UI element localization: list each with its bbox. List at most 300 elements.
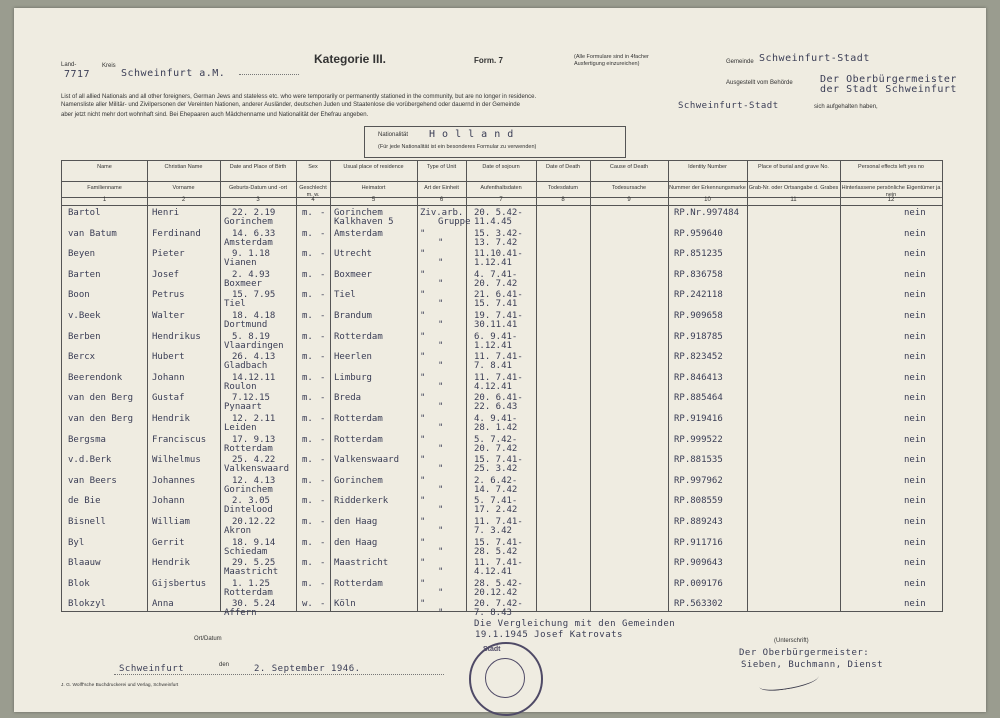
- cell-home-town: Tiel: [334, 290, 356, 301]
- mayor-line-1: Der Oberbürgermeister:: [739, 648, 870, 658]
- cell-sojourn-start: 6. 9.41-: [474, 331, 518, 342]
- cell-unit-type-2: ": [438, 608, 444, 619]
- cell-sojourn-start: 19. 7.41-: [474, 311, 523, 321]
- cell-unit-type: ": [420, 455, 426, 466]
- column-header-de: Vorname: [172, 185, 195, 191]
- cell-identity-number: RP.851235: [674, 249, 723, 260]
- cell-home-town: Utrecht: [334, 249, 372, 260]
- cell-sex-dash: -: [320, 599, 326, 610]
- cell-sojourn-end: 28. 5.42: [474, 546, 518, 557]
- cell-sex-dash: -: [320, 578, 326, 589]
- cell-unit-type-2: Gruppe: [438, 217, 471, 227]
- cell-effects-left: nein: [904, 599, 926, 610]
- cell-home-town: Rotterdam: [334, 414, 383, 424]
- cell-sex: m.: [302, 372, 313, 383]
- cell-sex: m.: [302, 414, 313, 424]
- cell-unit-type: ": [420, 352, 426, 363]
- cell-sex-dash: -: [320, 558, 326, 569]
- cell-family-name: van den Berg: [68, 393, 134, 404]
- cell-family-name: Blokzyl: [68, 599, 106, 610]
- cell-given-name: Wilhelmus: [152, 455, 201, 466]
- cell-effects-left: nein: [904, 537, 926, 548]
- cell-given-name: Gustaf: [152, 393, 185, 404]
- cell-sex: m.: [302, 331, 313, 342]
- cell-birth-date: 5. 8.19: [232, 331, 270, 342]
- cell-family-name: van den Berg: [68, 414, 134, 424]
- column-header-de: Geburts-Datum und -ort: [228, 185, 288, 191]
- cell-sojourn-start: 11. 7.41-: [474, 372, 523, 383]
- cell-unit-type-2: ": [438, 567, 444, 578]
- cell-sex-dash: -: [320, 311, 326, 321]
- cell-given-name: Henri: [152, 208, 180, 218]
- cell-sex-dash: -: [320, 208, 326, 218]
- cell-sojourn-start: 4. 7.41-: [474, 269, 518, 280]
- cell-sex-dash: -: [320, 455, 326, 466]
- column-number: 9: [627, 197, 631, 203]
- cell-unit-type: ": [420, 434, 426, 445]
- cell-unit-type-2: ": [438, 526, 444, 536]
- cell-identity-number: RP.Nr.997484: [674, 208, 740, 218]
- cell-sojourn-end: 22. 6.43: [474, 402, 518, 413]
- cell-birth-place: Rotterdam: [224, 587, 273, 598]
- cell-home-town: Valkenswaard: [334, 455, 400, 466]
- cell-sojourn-end: 20. 7.42: [474, 443, 518, 454]
- cell-sex: m.: [302, 311, 313, 321]
- cell-family-name: Berben: [68, 331, 101, 342]
- cell-sojourn-end: 4.12.41: [474, 567, 512, 578]
- cell-effects-left: nein: [904, 496, 926, 507]
- official-seal: [469, 642, 543, 716]
- cell-home-town: Rotterdam: [334, 578, 383, 589]
- column-header-en: Christian Name: [164, 164, 203, 170]
- cell-given-name: William: [152, 517, 190, 527]
- cell-effects-left: nein: [904, 578, 926, 589]
- cell-sojourn-end: 7. 8.41: [474, 361, 512, 372]
- table-row: [62, 537, 942, 558]
- cell-sex: m.: [302, 496, 313, 507]
- intro-german-end: sich aufgehalten haben,: [814, 104, 878, 110]
- column-header-en: Date of sojourn: [482, 164, 520, 170]
- cell-identity-number: RP.909658: [674, 311, 723, 321]
- cell-birth-date: 12. 2.11: [232, 414, 276, 424]
- cell-home-town: Heerlen: [334, 352, 372, 363]
- cell-family-name: Beyen: [68, 249, 96, 260]
- document-sheet: [14, 8, 986, 712]
- cell-unit-type: ": [420, 414, 426, 424]
- cell-sex: m.: [302, 517, 313, 527]
- cell-unit-type-2: ": [438, 505, 444, 516]
- column-header-en: Usual place of residence: [343, 164, 404, 170]
- cell-effects-left: nein: [904, 228, 926, 239]
- cell-sex: m.: [302, 558, 313, 569]
- cell-home-town: Amsterdam: [334, 228, 383, 239]
- cell-sojourn-start: 5. 7.42-: [474, 434, 518, 445]
- cell-identity-number: RP.846413: [674, 372, 723, 383]
- cell-birth-date: 2. 3.05: [232, 496, 270, 507]
- cell-sex: m.: [302, 228, 313, 239]
- cell-given-name: Petrus: [152, 290, 185, 301]
- seal-inner-ring: [485, 658, 525, 698]
- cell-identity-number: RP.999522: [674, 434, 723, 445]
- table-row: [62, 289, 942, 310]
- kreis-value: Schweinfurt a.M.: [121, 68, 226, 79]
- cell-given-name: Ferdinand: [152, 228, 201, 239]
- column-number: 8: [561, 197, 565, 203]
- table-row: [62, 598, 942, 619]
- cell-sex: m.: [302, 455, 313, 466]
- cell-given-name: Gijsbertus: [152, 578, 207, 589]
- cell-birth-place: Leiden: [224, 423, 257, 433]
- cell-sex-dash: -: [320, 475, 326, 486]
- cell-given-name: Johannes: [152, 475, 196, 486]
- cell-family-name: van Beers: [68, 475, 117, 486]
- intro-german: Namensliste aller Militär- und Zivilpersonen der Vereinten Nationen, anderer Ausländer, deutschen Juden und Staatenlose die vorübergehend oder dauernd in der Gemeinde: [61, 102, 520, 108]
- cell-birth-date: 20.12.22: [232, 517, 276, 527]
- cell-sojourn-end: 20.12.42: [474, 587, 518, 598]
- cell-birth-place: Rotterdam: [224, 443, 273, 454]
- cell-sex-dash: -: [320, 228, 326, 239]
- cell-effects-left: nein: [904, 393, 926, 404]
- cell-unit-type-2: ": [438, 237, 444, 248]
- cell-birth-date: 15. 7.95: [232, 290, 276, 301]
- cell-sex-dash: -: [320, 496, 326, 507]
- cell-birth-place: Amsterdam: [224, 237, 273, 248]
- cell-sojourn-start: 11.10.41-: [474, 249, 523, 260]
- cell-unit-type-2: ": [438, 278, 444, 289]
- table-row: [62, 454, 942, 475]
- cell-effects-left: nein: [904, 290, 926, 301]
- cell-sojourn-start: 11. 7.41-: [474, 558, 523, 569]
- column-number: 6: [439, 197, 444, 203]
- cell-sojourn-end: 1.12.41: [474, 258, 512, 269]
- cell-unit-type-2: ": [438, 423, 444, 433]
- cell-unit-type: ": [420, 331, 426, 342]
- cell-unit-type-2: ": [438, 381, 444, 392]
- cell-family-name: Boon: [68, 290, 90, 301]
- cell-birth-date: 30. 5.24: [232, 599, 276, 610]
- column-number: 5: [371, 197, 376, 203]
- mayor-line-2: Sieben, Buchmann, Dienst: [741, 660, 884, 670]
- cell-family-name: Blaauw: [68, 558, 101, 569]
- cell-unit-type: ": [420, 372, 426, 383]
- cell-effects-left: nein: [904, 269, 926, 280]
- cell-birth-date: 9. 1.18: [232, 249, 270, 260]
- column-header-de: Todesdatum: [548, 185, 578, 191]
- cell-sojourn-start: 4. 9.41-: [474, 414, 518, 424]
- intro-community-value: Schweinfurt-Stadt: [678, 101, 779, 111]
- cell-home-town: Breda: [334, 393, 362, 404]
- cell-unit-type: ": [420, 393, 426, 404]
- cell-birth-date: 26. 4.13: [232, 352, 276, 363]
- cell-birth-date: 12. 4.13: [232, 475, 276, 486]
- cell-effects-left: nein: [904, 352, 926, 363]
- cell-sex: m.: [302, 434, 313, 445]
- cell-sojourn-end: 17. 2.42: [474, 505, 518, 516]
- cell-effects-left: nein: [904, 372, 926, 383]
- cell-home-town-extra: Kalkhaven 5: [334, 217, 394, 227]
- cell-sojourn-end: 4.12.41: [474, 381, 512, 392]
- column-number: 11: [790, 197, 797, 203]
- table-row: [62, 495, 942, 516]
- cell-sojourn-start: 5. 7.41-: [474, 496, 518, 507]
- column-header-de: Aufenthaltsdaten: [480, 185, 522, 191]
- cell-sojourn-end: 25. 3.42: [474, 464, 518, 475]
- cell-birth-date: 18. 9.14: [232, 537, 276, 548]
- cell-sex: m.: [302, 208, 313, 218]
- copies-note: (Alle Formulare sind in 4facher Ausfertigung einzureichen): [574, 54, 649, 67]
- cell-identity-number: RP.881535: [674, 455, 723, 466]
- cell-birth-place: Affern: [224, 608, 257, 619]
- cell-family-name: Bercx: [68, 352, 96, 363]
- cell-given-name: Pieter: [152, 249, 185, 260]
- cell-sojourn-end: 7. 3.42: [474, 526, 512, 536]
- cell-sex: m.: [302, 475, 313, 486]
- cell-sojourn-start: 20. 6.41-: [474, 393, 523, 404]
- cell-identity-number: RP.242118: [674, 290, 723, 301]
- cell-sex-dash: -: [320, 434, 326, 445]
- cell-sojourn-start: 20. 5.42-: [474, 208, 523, 218]
- header-divider: [62, 181, 942, 182]
- column-header-en: Place of burial and grave No.: [758, 164, 829, 170]
- cell-sojourn-end: 1.12.41: [474, 340, 512, 351]
- table-row: [62, 269, 942, 290]
- cell-identity-number: RP.911716: [674, 537, 723, 548]
- cell-identity-number: RP.563302: [674, 599, 723, 610]
- cell-unit-type: ": [420, 558, 426, 569]
- cell-sojourn-start: 15. 3.42-: [474, 228, 523, 239]
- cell-sojourn-start: 28. 5.42-: [474, 578, 523, 589]
- cell-home-town: Rotterdam: [334, 331, 383, 342]
- cell-sojourn-end: 14. 7.42: [474, 484, 518, 495]
- intro-german-2: aber jetzt nicht mehr dort wohnhaft sind. Bei Ehepaaren auch Mädchenname und Nationalität der Ehefrau angeben.: [61, 112, 369, 118]
- signature-label: (Unterschrift): [774, 638, 809, 644]
- cell-identity-number: RP.885464: [674, 393, 723, 404]
- column-header-de: Familienname: [87, 185, 122, 191]
- cell-home-town: Gorinchem: [334, 208, 383, 218]
- cell-sojourn-start: 11. 7.41-: [474, 352, 523, 363]
- cell-birth-date: 1. 1.25: [232, 578, 270, 589]
- cell-sex: m.: [302, 352, 313, 363]
- cell-identity-number: RP.997962: [674, 475, 723, 486]
- comparison-note-2: 19.1.1945 Josef Katrovats: [475, 630, 623, 640]
- cell-effects-left: nein: [904, 414, 926, 424]
- cell-birth-place: Gorinchem: [224, 217, 273, 227]
- cell-sojourn-end: 11.4.45: [474, 217, 512, 227]
- category-title: Kategorie III.: [314, 52, 387, 66]
- cell-identity-number: RP.009176: [674, 578, 723, 589]
- cell-unit-type-2: ": [438, 299, 444, 310]
- gemeinde-value: Schweinfurt-Stadt: [759, 53, 870, 64]
- cell-identity-number: RP.823452: [674, 352, 723, 363]
- column-number: 2: [181, 197, 186, 203]
- table-row: [62, 413, 942, 434]
- cell-family-name: Barten: [68, 269, 101, 280]
- cell-home-town: Köln: [334, 599, 356, 610]
- cell-sojourn-end: 15. 7.41: [474, 299, 518, 310]
- cell-given-name: Hendrikus: [152, 331, 201, 342]
- cell-sex: m.: [302, 578, 313, 589]
- cell-sex: m.: [302, 269, 313, 280]
- cell-effects-left: nein: [904, 208, 926, 218]
- cell-unit-type-2: ": [438, 546, 444, 557]
- cell-birth-place: Vianen: [224, 258, 257, 269]
- table-row: [62, 310, 942, 331]
- cell-sex: m.: [302, 393, 313, 404]
- column-header-de: Hinterlassene persönliche Eigentümer ja nein: [841, 185, 941, 198]
- cell-given-name: Anna: [152, 599, 174, 610]
- cell-sojourn-start: 20. 7.42-: [474, 599, 523, 610]
- cell-given-name: Hendrik: [152, 414, 190, 424]
- cell-identity-number: RP.889243: [674, 517, 723, 527]
- column-header-en: Cause of Death: [609, 164, 649, 170]
- cell-birth-place: Gladbach: [224, 361, 268, 372]
- cell-family-name: v.Beek: [68, 311, 101, 321]
- cell-family-name: Bartol: [68, 208, 101, 218]
- cell-sex-dash: -: [320, 269, 326, 280]
- table-row: [62, 331, 942, 352]
- cell-unit-type: ": [420, 290, 426, 301]
- column-number: 3: [256, 197, 260, 203]
- cell-birth-place: Dintelood: [224, 505, 273, 516]
- column-number: 4: [311, 197, 315, 203]
- column-header-en: Date of Death: [546, 164, 580, 170]
- header-divider: [62, 205, 942, 206]
- cell-home-town: Gorinchem: [334, 475, 383, 486]
- cell-sex-dash: -: [320, 517, 326, 527]
- table-row: [62, 248, 942, 269]
- cell-home-town: den Haag: [334, 517, 378, 527]
- cell-unit-type: ": [420, 311, 426, 321]
- cell-unit-type-2: ": [438, 258, 444, 269]
- cell-unit-type: ": [420, 537, 426, 548]
- cell-unit-type: Ziv.arb.: [420, 208, 464, 218]
- issuer-line-1: Der Oberbürgermeister: [820, 74, 957, 85]
- handwritten-signature: [758, 670, 820, 693]
- cell-given-name: Gerrit: [152, 537, 185, 548]
- den-label: den: [219, 662, 230, 668]
- cell-effects-left: nein: [904, 331, 926, 342]
- nationality-label: Nationalität: [378, 132, 409, 138]
- table-row: [62, 578, 942, 599]
- cell-birth-place: Schiedam: [224, 546, 268, 557]
- column-header-en: Date and Place of Birth: [229, 164, 287, 170]
- cell-home-town: Boxmeer: [334, 269, 372, 280]
- comparison-note-1: Die Vergleichung mit den Gemeinden: [474, 619, 676, 629]
- column-header-de: Grab-Nr. oder Ortsangabe d. Grabes: [748, 185, 839, 191]
- cell-unit-type-2: ": [438, 484, 444, 495]
- cell-unit-type: ": [420, 578, 426, 589]
- issuer-label: Ausgestellt vom Behörde: [726, 80, 793, 86]
- kreis-underline: [239, 74, 299, 75]
- cell-unit-type: ": [420, 228, 426, 239]
- cell-family-name: v.d.Berk: [68, 455, 112, 466]
- place-value: Schweinfurt: [119, 664, 185, 674]
- cell-birth-place: Maastricht: [224, 567, 279, 578]
- column-header-en: Personal effects left yes no: [858, 164, 924, 170]
- cell-given-name: Franciscus: [152, 434, 207, 445]
- column-number: 1: [102, 197, 107, 203]
- cell-sex-dash: -: [320, 537, 326, 548]
- table-row: [62, 475, 942, 496]
- cell-given-name: Johann: [152, 372, 185, 383]
- cell-birth-place: Pynaart: [224, 402, 262, 413]
- cell-family-name: Bisnell: [68, 517, 106, 527]
- column-header-en: Name: [97, 164, 112, 170]
- cell-sojourn-start: 2. 6.42-: [474, 475, 518, 486]
- cell-unit-type-2: ": [438, 464, 444, 475]
- cell-identity-number: RP.909643: [674, 558, 723, 569]
- cell-family-name: de Bie: [68, 496, 101, 507]
- cell-birth-date: 14. 6.33: [232, 228, 276, 239]
- cell-unit-type-2: ": [438, 402, 444, 413]
- cell-birth-place: Boxmeer: [224, 278, 262, 289]
- cell-given-name: Walter: [152, 311, 185, 321]
- cell-sex: w.: [302, 599, 313, 610]
- cell-unit-type: ": [420, 517, 426, 527]
- cell-effects-left: nein: [904, 434, 926, 445]
- cell-birth-place: Gorinchem: [224, 484, 273, 495]
- date-value: 2. September 1946.: [254, 664, 361, 674]
- cell-unit-type: ": [420, 599, 426, 610]
- column-number: 10: [704, 197, 711, 203]
- cell-effects-left: nein: [904, 517, 926, 527]
- cell-birth-place: Akron: [224, 526, 252, 536]
- cell-home-town: Maastricht: [334, 558, 389, 569]
- cell-unit-type-2: ": [438, 443, 444, 454]
- column-header-en: Type of Unit: [426, 164, 457, 170]
- table-row: [62, 434, 942, 455]
- issuer-line-2: der Stadt Schweinfurt: [820, 84, 957, 95]
- date-underline: [114, 674, 444, 675]
- seal-text: Stadt: [483, 646, 501, 653]
- gemeinde-label: Gemeinde: [726, 59, 754, 65]
- cell-unit-type-2: ": [438, 340, 444, 351]
- cell-unit-type-2: ": [438, 361, 444, 372]
- cell-family-name: Beerendonk: [68, 372, 123, 383]
- column-number: 12: [887, 197, 895, 203]
- column-header-en: Sex: [308, 164, 318, 170]
- nationality-note: (Für jede Nationalität ist ein besonderes Formular zu verwenden): [378, 144, 537, 150]
- cell-unit-type: ": [420, 269, 426, 280]
- table-row: [62, 228, 942, 249]
- cell-birth-place: Roulon: [224, 381, 257, 392]
- cell-given-name: Johann: [152, 496, 185, 507]
- cell-birth-date: 22. 2.19: [232, 208, 276, 218]
- cell-birth-date: 29. 5.25: [232, 558, 276, 569]
- cell-birth-date: 7.12.15: [232, 393, 270, 404]
- table-row: [62, 372, 942, 393]
- cell-effects-left: nein: [904, 311, 926, 321]
- cell-effects-left: nein: [904, 475, 926, 486]
- cell-identity-number: RP.919416: [674, 414, 723, 424]
- cell-sex-dash: -: [320, 249, 326, 260]
- cell-sojourn-end: 7. 8.43: [474, 608, 512, 619]
- column-number: 7: [499, 197, 503, 203]
- cell-sex-dash: -: [320, 331, 326, 342]
- cell-sojourn-start: 15. 7.41-: [474, 537, 523, 548]
- cell-given-name: Josef: [152, 269, 180, 280]
- cell-birth-date: 14.12.11: [232, 372, 276, 383]
- cell-sojourn-start: 15. 7.41-: [474, 455, 523, 466]
- column-header-de: Todesursache: [611, 185, 647, 191]
- cell-unit-type-2: ": [438, 320, 444, 330]
- kreis-label: Kreis: [102, 63, 116, 69]
- cell-family-name: Bergsma: [68, 434, 106, 445]
- cell-home-town: Ridderkerk: [334, 496, 389, 507]
- cell-unit-type: ": [420, 249, 426, 260]
- cell-given-name: Hubert: [152, 352, 185, 363]
- cell-family-name: Blok: [68, 578, 90, 589]
